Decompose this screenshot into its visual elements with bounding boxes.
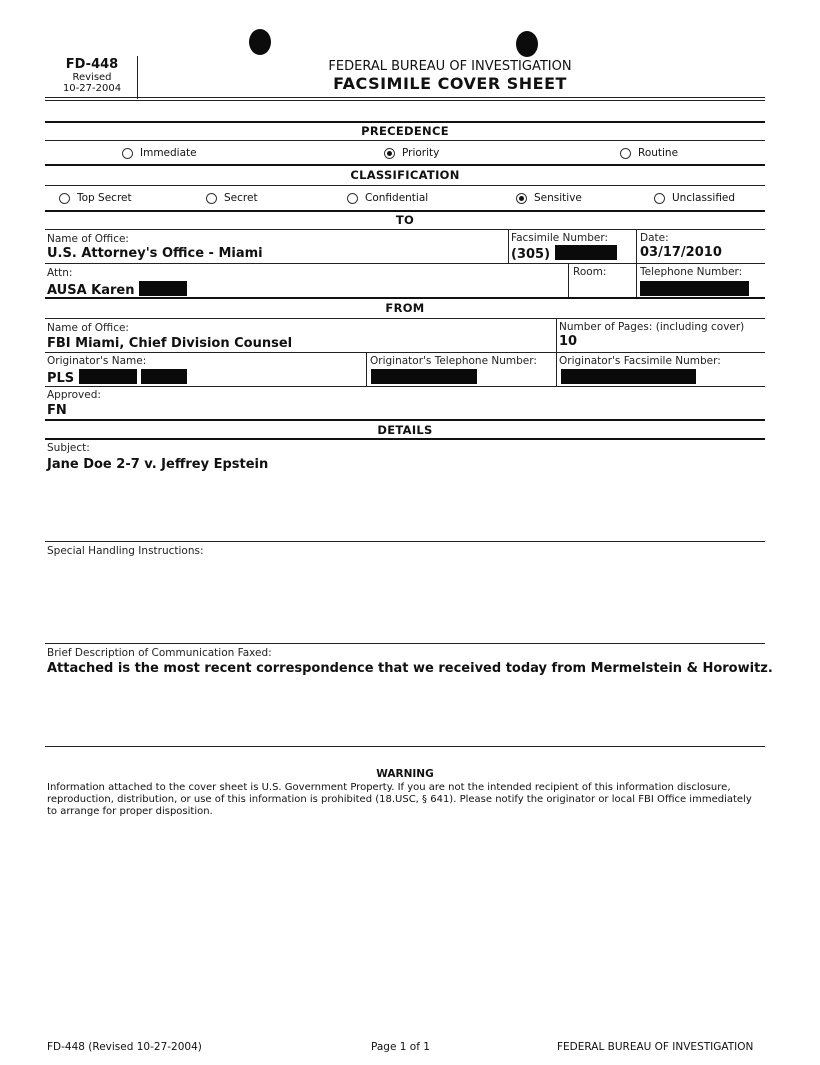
redaction-block [555, 245, 617, 260]
attn-label: Attn: [47, 267, 73, 279]
radio-selected-icon [384, 148, 395, 159]
warning-heading: WARNING [376, 768, 434, 780]
orig-fax-label: Originator's Facsimile Number: [559, 355, 721, 367]
details-heading: DETAILS [377, 423, 433, 437]
footer-form-id: FD-448 (Revised 10-27-2004) [47, 1041, 202, 1053]
warning-text: Information attached to the cover sheet is U.S. Government Property. If you are not the intended recipient of this information disclosure, reproduction, distribution, or use of this information is prohibited (18.USC, § 641). Please notify the originator or local FBI Office immediately to arrange for proper disposition. [47, 782, 752, 817]
originator-initials: PLS [47, 371, 75, 386]
pages-label: Number of Pages: (including cover) [559, 321, 745, 333]
classification-top-secret[interactable] [59, 192, 132, 204]
approved-value: FN [47, 403, 67, 418]
rule [45, 352, 765, 353]
from-office-value: FBI Miami, Chief Division Counsel [47, 336, 293, 351]
precedence-routine[interactable] [620, 147, 678, 159]
form-number: FD-448 [65, 57, 119, 72]
radio-selected-icon [516, 193, 527, 204]
to-office-value: U.S. Attorney's Office - Miami [47, 246, 263, 261]
from-heading: FROM [385, 301, 425, 315]
rule [45, 121, 765, 123]
classification-sensitive[interactable] [516, 192, 582, 204]
originator-label: Originator's Name: [47, 355, 147, 367]
rule [45, 318, 765, 319]
precedence-priority[interactable] [384, 147, 439, 159]
fax-area-code: (305) [511, 247, 551, 262]
radio-label: Priority [402, 147, 440, 159]
redaction-block [561, 369, 696, 384]
radio-icon [206, 193, 217, 204]
originator-value [47, 369, 187, 386]
redaction-block [79, 369, 137, 384]
brief-description-label: Brief Description of Communication Faxed: [47, 647, 272, 659]
header-divider [137, 56, 138, 99]
rule [45, 140, 765, 141]
cell-divider [508, 229, 509, 263]
cell-divider [568, 263, 569, 297]
room-label: Room: [573, 266, 607, 278]
punch-hole-left [249, 29, 271, 55]
rule [45, 185, 765, 186]
rule [45, 419, 765, 421]
to-date-label: Date: [640, 232, 669, 244]
footer-agency: FEDERAL BUREAU OF INVESTIGATION [557, 1041, 754, 1053]
to-heading: TO [395, 213, 415, 227]
radio-label: Routine [638, 147, 679, 159]
rule [45, 746, 765, 747]
precedence-immediate[interactable] [122, 147, 197, 159]
subject-value: Jane Doe 2-7 v. Jeffrey Epstein [47, 457, 269, 472]
brief-description-value: Attached is the most recent correspondence that we received today from Mermelstein & Horowitz. [47, 661, 773, 676]
to-fax-label: Facsimile Number: [511, 232, 609, 244]
classification-unclassified[interactable] [654, 192, 735, 204]
radio-label: Top Secret [77, 192, 132, 204]
to-office-label: Name of Office: [47, 233, 129, 245]
classification-heading: CLASSIFICATION [350, 168, 460, 182]
radio-label: Confidential [365, 192, 429, 204]
footer-page-number: Page 1 of 1 [371, 1041, 430, 1053]
radio-icon [654, 193, 665, 204]
rule [45, 210, 765, 212]
agency-name: FEDERAL BUREAU OF INVESTIGATION [328, 59, 572, 74]
header-rule-2 [45, 100, 765, 101]
from-office-label: Name of Office: [47, 322, 129, 334]
rule [45, 297, 765, 299]
rule [45, 643, 765, 644]
attn-value [47, 281, 187, 298]
subject-label: Subject: [47, 442, 90, 454]
to-fax-value [511, 245, 617, 262]
rule [45, 229, 765, 230]
form-number-block [48, 57, 136, 94]
radio-label: Secret [224, 192, 258, 204]
radio-label: Immediate [140, 147, 197, 159]
rule [45, 541, 765, 542]
approved-label: Approved: [47, 389, 101, 401]
to-date-value: 03/17/2010 [640, 245, 722, 260]
orig-phone-label: Originator's Telephone Number: [370, 355, 537, 367]
radio-icon [620, 148, 631, 159]
punch-hole-right [516, 31, 538, 57]
pages-value: 10 [559, 334, 578, 349]
form-title: FACSIMILE COVER SHEET [333, 74, 567, 93]
redaction-block [640, 281, 749, 296]
cell-divider [366, 352, 367, 386]
classification-confidential[interactable] [347, 192, 428, 204]
special-handling-label: Special Handling Instructions: [47, 545, 204, 557]
rule [45, 438, 765, 440]
redaction-block [141, 369, 187, 384]
radio-label: Sensitive [534, 192, 582, 204]
radio-icon [347, 193, 358, 204]
header-titles [260, 59, 640, 93]
radio-label: Unclassified [672, 192, 736, 204]
redaction-block [139, 281, 187, 296]
rule [45, 386, 765, 387]
attn-name: AUSA Karen [47, 283, 135, 298]
to-phone-label: Telephone Number: [640, 266, 743, 278]
rule [45, 164, 765, 166]
revised-label: Revised [72, 72, 112, 83]
radio-icon [122, 148, 133, 159]
classification-secret[interactable] [206, 192, 258, 204]
precedence-heading: PRECEDENCE [361, 124, 449, 138]
header-rule [45, 97, 765, 98]
radio-icon [59, 193, 70, 204]
redaction-block [371, 369, 477, 384]
rule [45, 263, 765, 264]
revised-date: 10-27-2004 [62, 83, 122, 94]
